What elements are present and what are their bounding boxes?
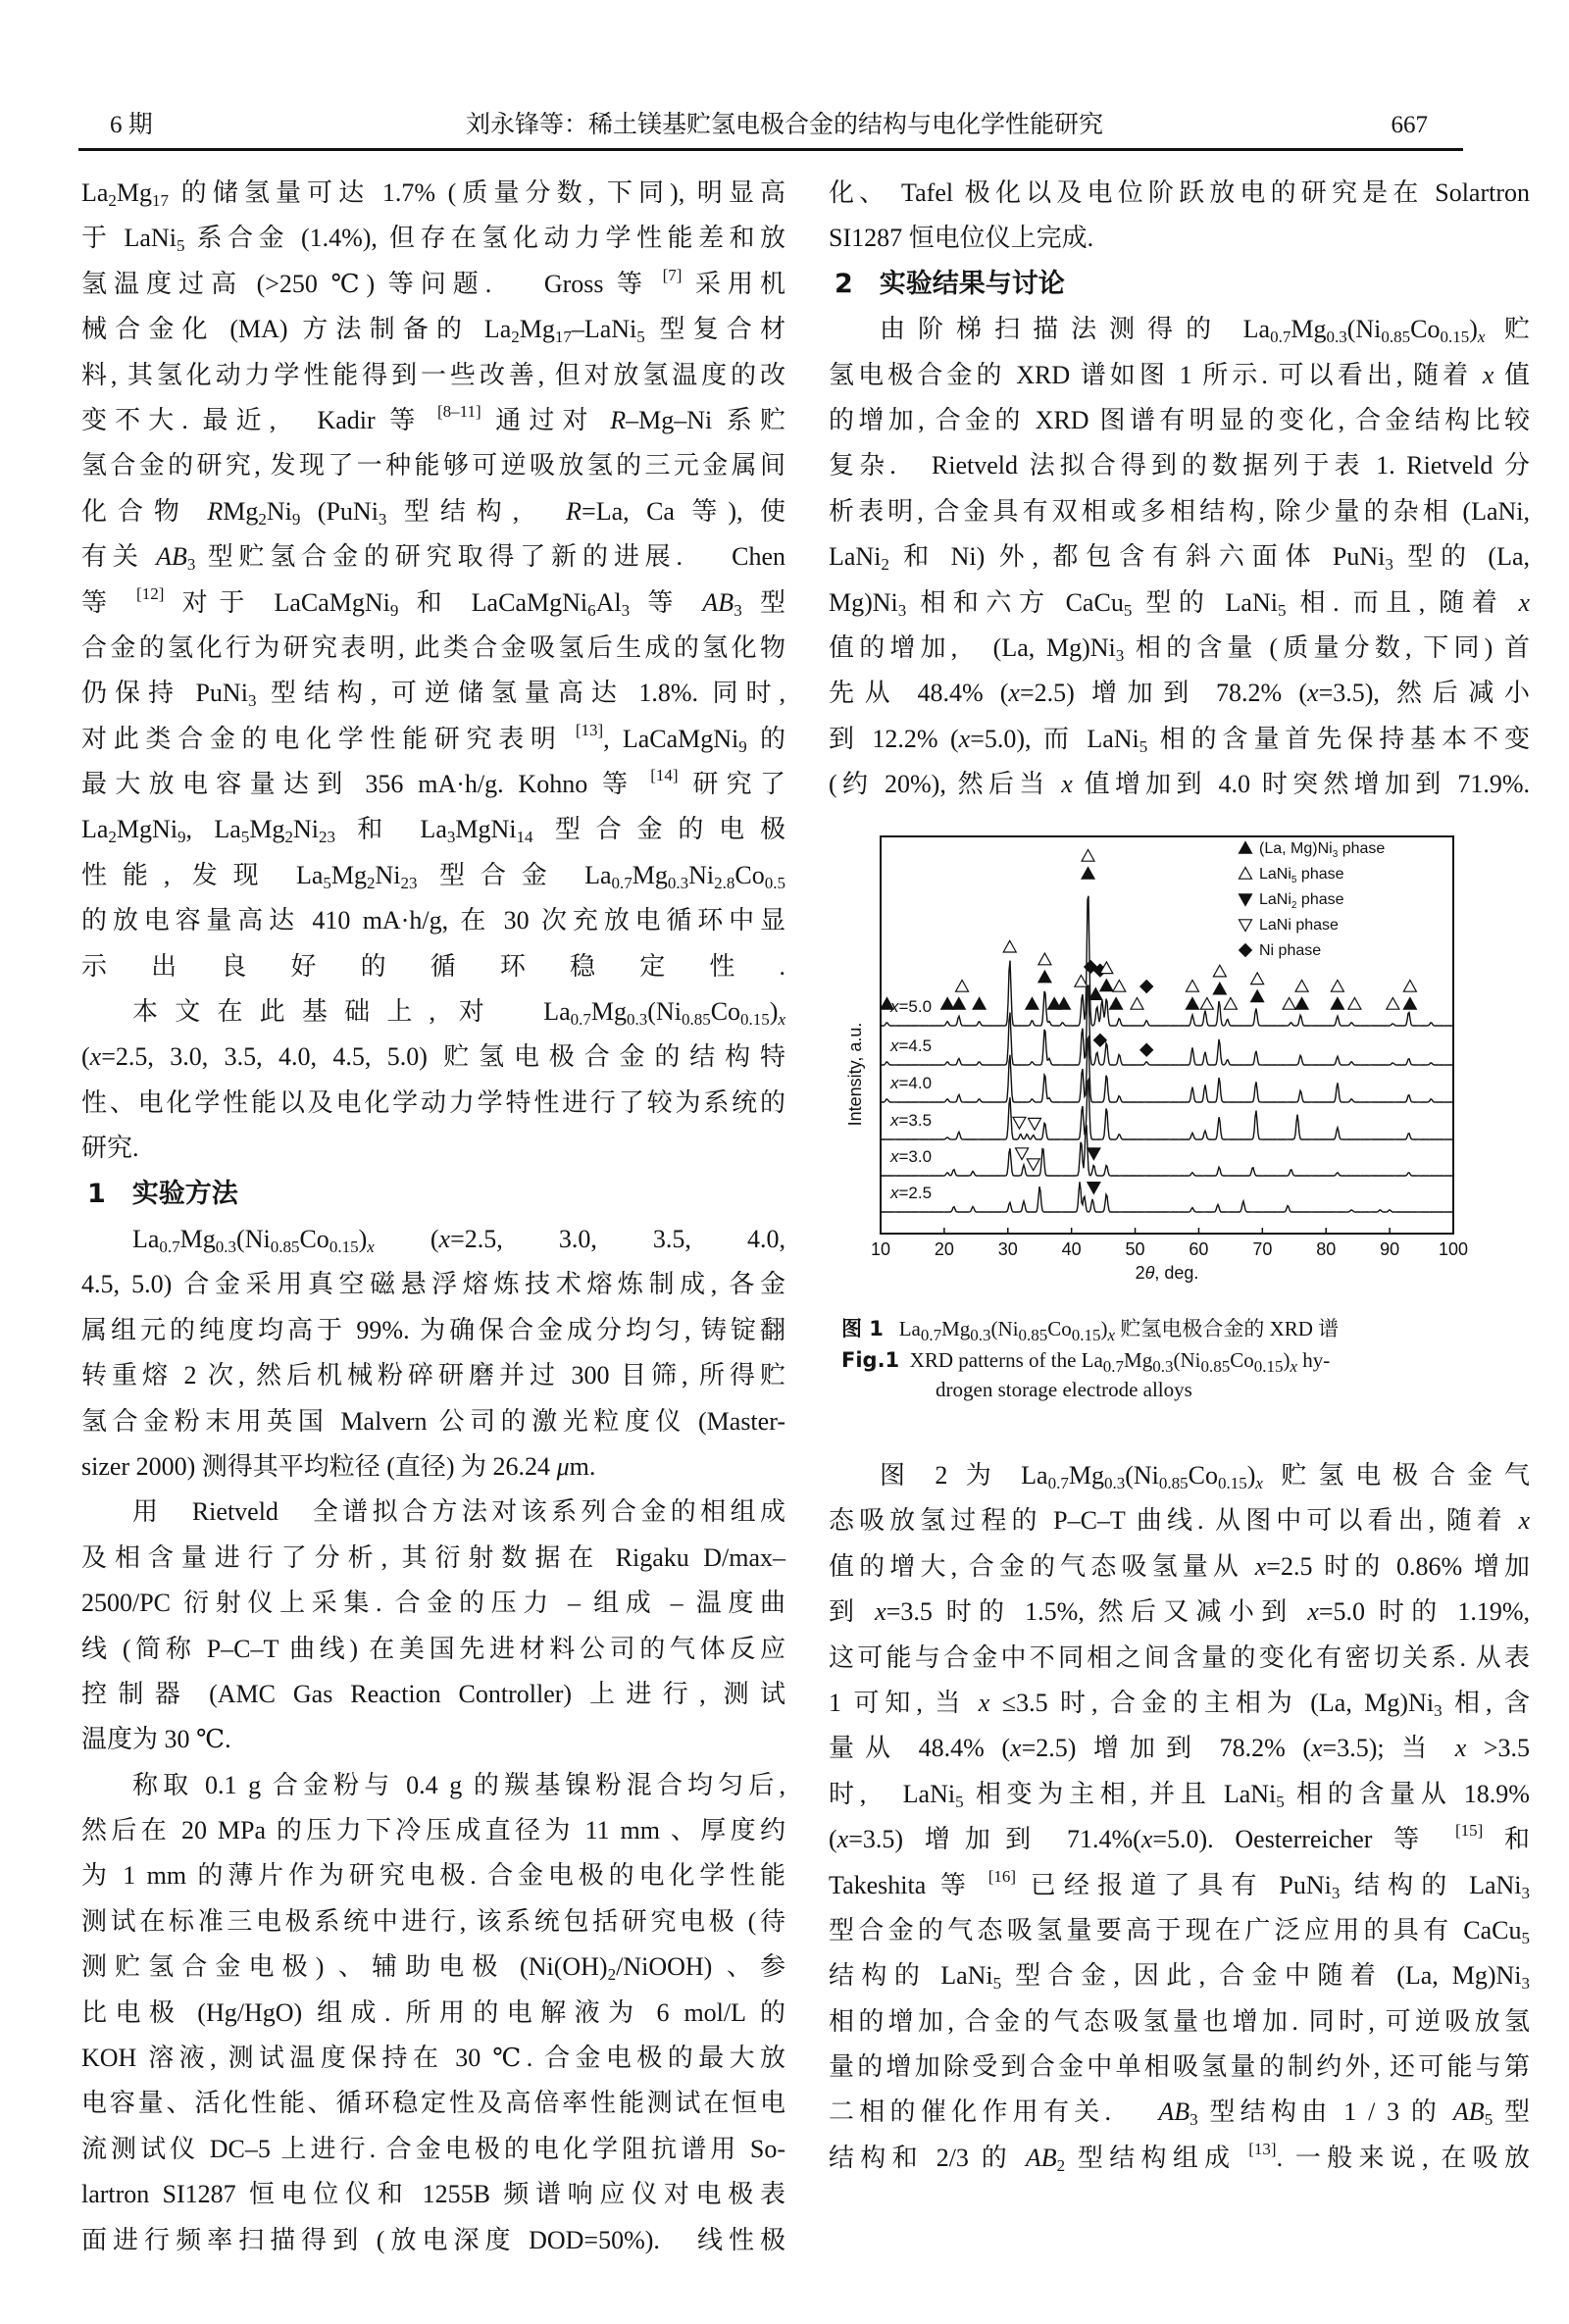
text-line: 研究.: [81, 1134, 139, 1163]
text-line: 变不大. 最近, Kadir 等 [8–11] 通过对 R–Mg–Ni 系贮: [81, 401, 785, 434]
phase-marker-filled-triangle-up: [1251, 990, 1264, 1002]
figure-caption-cn: [841, 1314, 1339, 1343]
text-line: $La_2Mg_{17}$ 的储氢量可达 1.7% (质量分数, 下同), 明显高: [81, 178, 785, 210]
phase-marker-open-triangle-up: [1403, 981, 1416, 992]
phase-marker-filled-triangle-up: [1057, 998, 1070, 1010]
phase-marker-open-triangle-up: [1295, 981, 1308, 992]
text-line: 性能, 发现 $La_5Mg_2Ni_{23}$ 型合金 $La_{0.7}Mg_{0.3}Ni_{2.8}Co_{0.5}$: [81, 860, 785, 892]
right-column-lower: [829, 1453, 1530, 2181]
series-label: x=2.5: [890, 1184, 933, 1202]
text-line: 然后在 20 MPa 的压力下冷压成直径为 11 mm 、厚度约: [81, 1816, 785, 1845]
text-line: $Mg)Ni_3$ 相和六方 CaCu$_5$ 型的 LaNi$_5$ 相. 而且, 随着 x: [829, 587, 1530, 620]
phase-marker-open-triangle-down: [1029, 1118, 1041, 1130]
y-axis-label: Intensity, a.u.: [845, 1022, 865, 1127]
x-tick-label: 90: [1380, 1239, 1400, 1259]
text-line: 最大放电容量达到 356 mA·h/g. Kohno 等 [14] 研究了: [81, 766, 785, 799]
paragraph-method: [81, 1217, 785, 1490]
paragraph-rietveld: [81, 1490, 785, 1762]
figure-label-en: Fig.1: [841, 1348, 900, 1372]
text-line: 控制器 (AMC Gas Reaction Controller) 上进行, 测试: [81, 1679, 785, 1708]
phase-marker-filled-triangle-up: [1110, 998, 1123, 1010]
text-line: (x=3.5) 增加到 71.4%(x=5.0). Oesterreicher 等 [15] 和: [829, 1821, 1530, 1854]
legend-label: LaNi phase: [1259, 917, 1339, 934]
right-column: [829, 171, 1530, 807]
phase-marker-open-triangle-up: [1283, 998, 1295, 1010]
left-column: [81, 171, 785, 2263]
text-line: 化、 Tafel 极化以及电位阶跃放电的研究是在 Solartron: [829, 178, 1530, 207]
phase-marker-open-triangle-up: [1075, 976, 1088, 987]
text-line: 面进行频率扫描得到 (放电深度 DOD=50%). 线性极: [81, 2225, 785, 2254]
figure-xrd-patterns: [829, 822, 1530, 1292]
text-line: (约 20%), 然后当 x 值增加到 4.0 时突然增加到 71.9%.: [829, 770, 1530, 799]
figure-caption-cn-text: $La_{0.7}Mg_{0.3}(Ni_{0.85}Co_{0.15})_x$ 贮氢电极合金的 XRD 谱: [898, 1317, 1340, 1344]
legend-label: Ni phase: [1259, 942, 1322, 959]
phase-marker-filled-triangle-up: [1038, 971, 1051, 983]
phase-marker-filled-triangle-up: [1403, 998, 1416, 1010]
legend-marker-filled-diamond: [1240, 944, 1252, 957]
phase-marker-filled-triangle-up: [1186, 998, 1198, 1010]
text-line: 化合物 $RMg_2Ni_9$ (PuNi$_3$ 型结构, R=La, Ca 等), 使: [81, 496, 785, 529]
text-line: 量从 48.4% (x=2.5) 增加到 78.2% (x=3.5); 当 x >3.5: [829, 1734, 1531, 1763]
phase-marker-open-triangle-down: [1013, 1117, 1026, 1129]
series-label: x=3.5: [890, 1111, 933, 1130]
series-trace-x-4.0: [881, 1037, 1453, 1102]
text-line: 测贮氢合金电极) 、辅助电极 $(Ni(OH)_2/NiOOH)$ 、参: [81, 1952, 786, 1985]
legend-marker-filled-triangle-down: [1240, 894, 1252, 906]
text-line: 氢电极合金的 XRD 谱如图 1 所示. 可以看出, 随着 x 值: [829, 360, 1530, 389]
series-label: x=4.0: [890, 1074, 933, 1092]
figure-label-cn: 图 1: [841, 1317, 884, 1340]
series-label: x=3.0: [890, 1147, 933, 1166]
phase-marker-filled-triangle-up: [973, 998, 986, 1010]
text-line: 1 可知, 当 x ≤3.5 时, 合金的主相为 (La, $Mg)Ni_3$ 相, 含: [829, 1688, 1530, 1720]
text-line: 态吸放氢过程的 P–C–T 曲线. 从图中可以看出, 随着 x: [829, 1506, 1530, 1536]
series-trace-x-3.5: [881, 1080, 1453, 1139]
phase-marker-filled-triangle-down: [1088, 1183, 1100, 1194]
phase-marker-filled-diamond: [1140, 981, 1153, 993]
text-line: 图 2 为 $La_{0.7}Mg_{0.3}(Ni_{0.85}Co_{0.15})_x$ 贮氢电极合金气: [880, 1461, 1530, 1492]
text-line: LaNi$_2$ 和 Ni) 外, 都包含有斜六面体 PuNi$_3$ 型的 (La,: [829, 542, 1530, 575]
text-line: 温度为 30 ℃.: [81, 1725, 231, 1754]
phase-marker-filled-diamond: [1093, 1034, 1106, 1046]
text-line: 有关 $AB_3$ 型贮氢合金的研究取得了新的进展. Chen: [81, 542, 785, 575]
text-line: 时, LaNi$_5$ 相变为主相, 并且 LaNi$_5$ 相的含量从 18.9%: [829, 1779, 1530, 1811]
text-line: 等 [12] 对于 LaCaMgNi$_9$ 和 $LaCaMgNi_6Al_3$ 等 $AB_3$ 型: [81, 583, 785, 620]
text-line: 对此类合金的电化学性能研究表明 [13], LaCaMgNi$_9$ 的: [81, 720, 785, 756]
text-line: (x=2.5, 3.0, 3.5, 4.0, 4.5, 5.0) 贮氢电极合金的结构特: [81, 1042, 785, 1072]
legend-marker-open-triangle-down: [1240, 920, 1252, 932]
xrd-chart: [829, 822, 1530, 1292]
legend-label: (La, $Mg)Ni_3$ phase: [1259, 840, 1386, 860]
text-line: 械合金化 (MA) 方法制备的 $La_2Mg_{17}-LaNi_5$ 型复合材: [81, 315, 785, 347]
text-line: 的增加, 合金的 XRD 图谱有明显的变化, 合金结构比较: [829, 405, 1530, 434]
legend-marker-open-triangle-up: [1240, 868, 1252, 880]
text-line: 值的增加, (La, $Mg)Ni_3$ 相的含量 (质量分数, 下同) 首: [829, 632, 1530, 665]
text-line: 料, 其氢化动力学性能得到一些改善, 但对放氢温度的改: [81, 360, 785, 389]
phase-marker-open-triangle-up: [1131, 998, 1143, 1010]
phase-marker-open-triangle-up: [1348, 998, 1361, 1010]
paragraph-xrd: [829, 307, 1530, 807]
x-tick-label: 80: [1316, 1239, 1337, 1259]
paragraph-pct: [829, 1453, 1530, 2181]
legend-label: LaNi$_2$ phase: [1259, 891, 1344, 911]
phase-marker-open-triangle-up: [1186, 981, 1198, 992]
text-line: 及相含量进行了分析, 其衍射数据在 Rigaku D/max–: [81, 1542, 785, 1572]
text-line: Takeshita 等 [16] 已经报道了具有 PuNi$_3$ 结构的 LaNi$_3$: [829, 1866, 1530, 1902]
text-line: 比电极 (Hg/HgO) 组成. 所用的电解液为 6 mol/L 的: [81, 1997, 785, 2027]
text-line: SI1287 恒电位仪上完成.: [829, 224, 1094, 253]
phase-marker-open-triangle-up: [1224, 998, 1237, 1010]
text-line: 结构和 2/3 的 $AB_2$ 型结构组成 [13]. 一般来说, 在吸放: [829, 2139, 1530, 2175]
x-tick-label: 20: [934, 1239, 954, 1259]
x-tick-label: 70: [1252, 1239, 1273, 1259]
phase-marker-open-triangle-up: [1331, 981, 1343, 992]
text-line: 结构的 LaNi$_5$ 型合金, 因此, 合金中随着 (La, $Mg)Ni_3$: [829, 1961, 1530, 1994]
text-line: 4.5, 5.0) 合金采用真空磁悬浮熔炼技术熔炼制成, 各金: [81, 1270, 785, 1299]
plot-frame: [881, 836, 1453, 1234]
x-tick-label: 40: [1061, 1239, 1082, 1259]
text-line: 值的增大, 合金的气态吸氢量从 x=2.5 时的 0.86% 增加: [829, 1551, 1530, 1581]
phase-marker-open-triangle-up: [1082, 850, 1094, 862]
text-line: 量的增加除受到合金中单相吸氢量的制约外, 还可能与第: [829, 2052, 1530, 2082]
text-line: 到 x=3.5 时的 1.5%, 然后又减小到 x=5.0 时的 1.19%,: [829, 1597, 1530, 1627]
text-line: 氢合金粉末用英国 Malvern 公司的激光粒度仪 (Master-: [81, 1406, 785, 1436]
text-line: 称取 0.1 g 合金粉与 0.4 g 的羰基镍粉混合均匀后,: [132, 1770, 785, 1799]
text-line: sizer 2000) 测得其平均粒径 (直径) 为 26.24 μm.: [81, 1451, 596, 1481]
text-line: 性、电化学性能以及电化学动力学特性进行了较为系统的: [81, 1087, 785, 1117]
paragraph-scope: [81, 989, 785, 1172]
text-line: 2500/PC 衍射仪上采集. 合金的压力 – 组成 – 温度曲: [81, 1589, 785, 1618]
text-line: 用 Rietveld 全谱拟合方法对该系列合金的相组成: [132, 1497, 785, 1527]
phase-marker-filled-triangle-up: [1213, 983, 1226, 994]
text-line: 测试在标准三电极系统中进行, 该系统包括研究电极 (待: [81, 1906, 785, 1936]
x-tick-label: 30: [997, 1239, 1018, 1259]
section-heading-1: 1 实验方法: [87, 1178, 238, 1209]
text-line: $La_2MgNi_9$, $La_5Mg_2Ni_{23}$ 和 $La_3MgNi_{14}$ 型合金的电极: [81, 815, 785, 847]
text-line: 二相的催化作用有关. $AB_3$ 型结构由 1 / 3 的 $AB_5$ 型: [829, 2097, 1530, 2130]
text-line: 电容量、活化性能、循环稳定性及高倍率性能测试在恒电: [81, 2089, 785, 2118]
series-trace-x-3.0: [881, 1125, 1453, 1176]
legend-marker-filled-triangle-up: [1240, 842, 1252, 854]
phase-marker-filled-triangle-up: [1331, 998, 1343, 1010]
phase-marker-open-triangle-up: [1038, 953, 1051, 965]
phase-marker-open-triangle-up: [1387, 998, 1399, 1010]
text-line: $La_{0.7}Mg_{0.3}(Ni_{0.85}Co_{0.15})_x$ (x=2.5, 3.0, 3.5, 4.0,: [132, 1224, 785, 1256]
header-rule: [78, 148, 1463, 151]
phase-marker-filled-triangle-up: [1100, 980, 1113, 991]
page-number: 667: [1391, 112, 1428, 138]
phase-marker-filled-triangle-up: [952, 998, 965, 1010]
text-line: 属组元的纯度均高于 99%. 为确保合金成分均匀, 铸锭翻: [81, 1315, 785, 1344]
text-line: 的放电容量高达 410 mA·h/g, 在 30 次充放电循环中显: [81, 906, 785, 935]
paragraph-continued: [829, 171, 1530, 262]
phase-marker-open-triangle-up: [1213, 965, 1226, 977]
text-line: 析表明, 合金具有双相或多相结构, 除少量的杂相 (LaNi,: [829, 496, 1530, 526]
text-line: 氢合金的研究, 发现了一种能够可逆吸放氢的三元金属间: [81, 451, 785, 480]
text-line: 由阶梯扫描法测得的 $La_{0.7}Mg_{0.3}(Ni_{0.85}Co_{0.15})_x$ 贮: [880, 315, 1530, 347]
phase-marker-filled-triangle-down: [1088, 1148, 1100, 1160]
series-label: x=4.5: [890, 1036, 933, 1055]
text-line: 到 12.2% (x=5.0), 而 LaNi$_5$ 相的含量首先保持基本不变: [829, 724, 1530, 756]
running-title: 刘永锋等：稀土镁基贮氢电极合金的结构与电化学性能研究: [465, 112, 1103, 138]
series-trace-x-5.0: [881, 896, 1453, 1026]
phase-marker-open-triangle-down: [1016, 1148, 1029, 1160]
text-line: 于 LaNi$_5$ 系合金 (1.4%), 但存在氢化动力学性能差和放: [81, 224, 785, 256]
x-axis-label: 2θ, deg.: [1135, 1263, 1199, 1283]
phase-marker-open-triangle-up: [1003, 940, 1016, 952]
phase-marker-open-triangle-up: [1113, 981, 1126, 992]
text-line: 流测试仪 DC–5 上进行. 合金电极的电化学阻抗谱用 So-: [81, 2134, 785, 2163]
figure-caption-en-text: XRD patterns of the $La_{0.7}Mg_{0.3}(Ni_{0.85}Co_{0.15})_x$ hy-: [909, 1348, 1331, 1376]
section-heading-2: 2 实验结果与讨论: [835, 268, 1065, 299]
x-tick-label: 10: [870, 1239, 891, 1259]
text-line: 转重熔 2 次, 然后机械粉碎研磨并过 300 目筛, 所得贮: [81, 1361, 785, 1390]
figure-caption-en: [841, 1345, 1330, 1375]
phase-marker-open-triangle-up: [1200, 998, 1213, 1010]
paragraph-electrode: [81, 1763, 785, 2263]
x-tick-label: 50: [1125, 1239, 1145, 1259]
phase-marker-filled-triangle-up: [1295, 998, 1308, 1010]
text-line: 型合金的气态吸氢量要高于现在广泛应用的具有 CaCu$_5$: [829, 1915, 1530, 1947]
text-line: 示出良好的循环稳定性.: [81, 951, 785, 981]
text-line: 相的增加, 合金的气态吸氢量也增加. 同时, 可逆吸放氢: [829, 2006, 1530, 2036]
text-line: 复杂. Rietveld 法拟合得到的数据列于表 1. Rietveld 分: [829, 451, 1530, 480]
text-line: 为 1 mm 的薄片作为研究电极. 合金电极的电化学性能: [81, 1861, 785, 1891]
phase-marker-open-triangle-up: [956, 981, 969, 992]
phase-marker-open-triangle-down: [1027, 1159, 1039, 1171]
paragraph-intro: [81, 171, 785, 989]
phase-marker-filled-triangle-up: [1026, 998, 1038, 1010]
phase-marker-filled-triangle-up: [1082, 868, 1094, 880]
text-line: 线 (简称 P–C–T 曲线) 在美国先进材料公司的气体反应: [81, 1634, 785, 1663]
phase-marker-filled-triangle-up: [941, 998, 954, 1010]
text-line: 仍保持 PuNi$_3$ 型结构, 可逆储氢量高达 1.8%. 同时,: [81, 679, 785, 711]
x-tick-label: 60: [1189, 1239, 1209, 1259]
x-tick-label: 100: [1438, 1239, 1469, 1259]
text-line: lartron SI1287 恒电位仪和 1255B 频谱响应仪对电极表: [81, 2180, 785, 2209]
legend-label: LaNi$_5$ phase: [1259, 866, 1344, 885]
text-line: 先从 48.4% (x=2.5) 增加到 78.2% (x=3.5), 然后减小: [829, 679, 1530, 708]
series-label: x=5.0: [890, 997, 933, 1016]
figure-caption-en-line2: drogen storage electrode alloys: [936, 1378, 1192, 1401]
phase-marker-open-triangle-up: [1251, 973, 1264, 985]
series-trace-x-2.5: [881, 1182, 1453, 1212]
text-line: 氢温度过高 (>250 ℃) 等问题. Gross 等 [7] 采用机: [81, 265, 785, 298]
text-line: KOH 溶液, 测试温度保持在 30 ℃. 合金电极的最大放: [81, 2044, 785, 2073]
text-line: 这可能与合金中不同相之间含量的变化有密切关系. 从表: [829, 1642, 1530, 1672]
phase-marker-filled-diamond: [1140, 1043, 1153, 1056]
text-line: 本文在此基础上, 对 $La_{0.7}Mg_{0.3}(Ni_{0.85}Co_{0.15})_x$: [132, 997, 785, 1030]
issue-number: 6 期: [110, 112, 153, 138]
text-line: 合金的氢化行为研究表明, 此类合金吸氢后生成的氢化物: [81, 632, 785, 662]
